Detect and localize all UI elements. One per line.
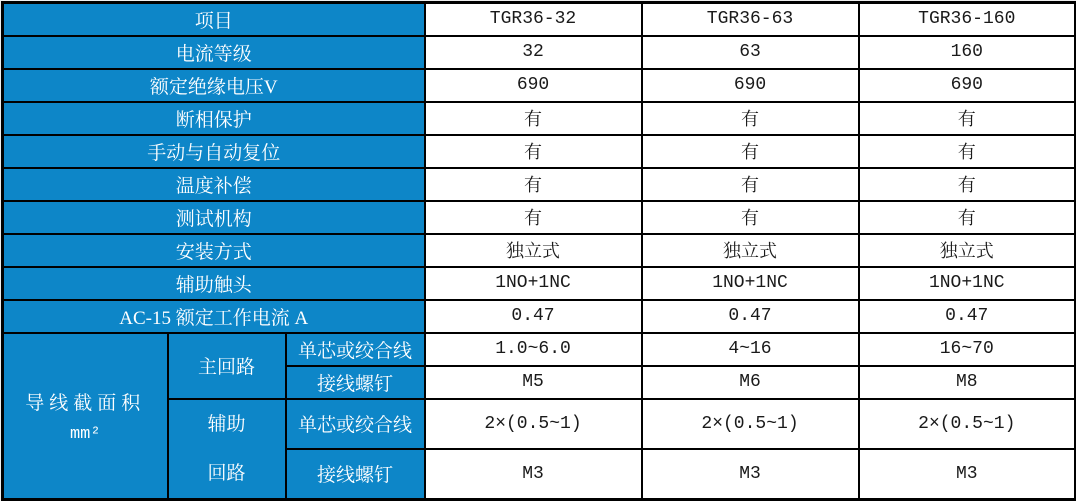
row-value: 1NO+1NC — [859, 267, 1076, 300]
table-row-manual-auto-reset — [3, 135, 1076, 168]
row-value: M8 — [859, 366, 1076, 399]
row-label: 测试机构 — [3, 201, 425, 234]
row-value: 690 — [425, 69, 642, 102]
row-value: 有 — [425, 135, 642, 168]
row-value: 0.47 — [425, 300, 642, 333]
row-value: M5 — [425, 366, 642, 399]
header-model-1: TGR36-32 — [425, 3, 642, 36]
row-label: AC-15 额定工作电流 A — [3, 300, 425, 333]
row-label: 电流等级 — [3, 36, 425, 69]
aux-circuit-label-line2: 回路 — [207, 462, 246, 484]
main-circuit-label: 主回路 — [168, 333, 286, 399]
row-value: 690 — [642, 69, 859, 102]
row-value: M6 — [642, 366, 859, 399]
row-value: 有 — [859, 201, 1076, 234]
row-label: 单芯或绞合线 — [286, 399, 425, 449]
table-row-current-rating — [3, 36, 1076, 69]
table-row-ac15-rated-current — [3, 300, 1076, 333]
row-label: 温度补偿 — [3, 168, 425, 201]
row-value: M3 — [859, 449, 1076, 499]
table-row-auxiliary-contacts — [3, 267, 1076, 300]
header-model-2: TGR36-63 — [642, 3, 859, 36]
row-value: 独立式 — [859, 234, 1076, 267]
row-value: 0.47 — [859, 300, 1076, 333]
row-value: 独立式 — [425, 234, 642, 267]
row-value: 有 — [859, 168, 1076, 201]
row-label: 手动与自动复位 — [3, 135, 425, 168]
row-value: 有 — [642, 201, 859, 234]
row-value: 1NO+1NC — [425, 267, 642, 300]
table-row-header — [3, 3, 1076, 36]
row-value: 2×(0.5~1) — [642, 399, 859, 449]
row-value: 独立式 — [642, 234, 859, 267]
table-row-main-wire — [3, 333, 1076, 366]
row-value: 63 — [642, 36, 859, 69]
row-value: 有 — [859, 102, 1076, 135]
aux-circuit-label — [168, 399, 286, 500]
row-value: 有 — [642, 135, 859, 168]
row-value: 1NO+1NC — [642, 267, 859, 300]
row-value: 2×(0.5~1) — [425, 399, 642, 449]
table-row-test-mechanism — [3, 201, 1076, 234]
table-row-insulation-voltage — [3, 69, 1076, 102]
row-label: 辅助触头 — [3, 267, 425, 300]
spec-table — [1, 1, 1076, 501]
row-label: 安装方式 — [3, 234, 425, 267]
row-value: 1.0~6.0 — [425, 333, 642, 366]
wire-section-unit-text: mm² — [69, 424, 101, 444]
row-value: 690 — [859, 69, 1076, 102]
aux-circuit-label-line1: 辅助 — [207, 413, 246, 435]
table-row-temperature-compensation — [3, 168, 1076, 201]
row-value: 32 — [425, 36, 642, 69]
row-value: 有 — [425, 102, 642, 135]
row-value: 有 — [425, 168, 642, 201]
row-value: 16~70 — [859, 333, 1076, 366]
row-label: 单芯或绞合线 — [286, 333, 425, 366]
row-label: 接线螺钉 — [286, 449, 425, 499]
row-value: M3 — [642, 449, 859, 499]
table-row-phase-failure-protection — [3, 102, 1076, 135]
header-model-3: TGR36-160 — [859, 3, 1076, 36]
row-value: M3 — [425, 449, 642, 499]
row-label: 接线螺钉 — [286, 366, 425, 399]
row-value: 有 — [642, 102, 859, 135]
row-value: 4~16 — [642, 333, 859, 366]
row-label: 额定绝缘电压V — [3, 69, 425, 102]
row-value: 有 — [642, 168, 859, 201]
wire-section-group-label — [3, 333, 168, 500]
row-value: 2×(0.5~1) — [859, 399, 1076, 449]
wire-section-label-text: 导线截面积 — [25, 392, 146, 414]
row-label: 断相保护 — [3, 102, 425, 135]
row-value: 160 — [859, 36, 1076, 69]
table-row-mounting-method — [3, 234, 1076, 267]
row-value: 有 — [425, 201, 642, 234]
row-value: 有 — [859, 135, 1076, 168]
row-value: 0.47 — [642, 300, 859, 333]
header-item-label: 项目 — [3, 3, 425, 36]
